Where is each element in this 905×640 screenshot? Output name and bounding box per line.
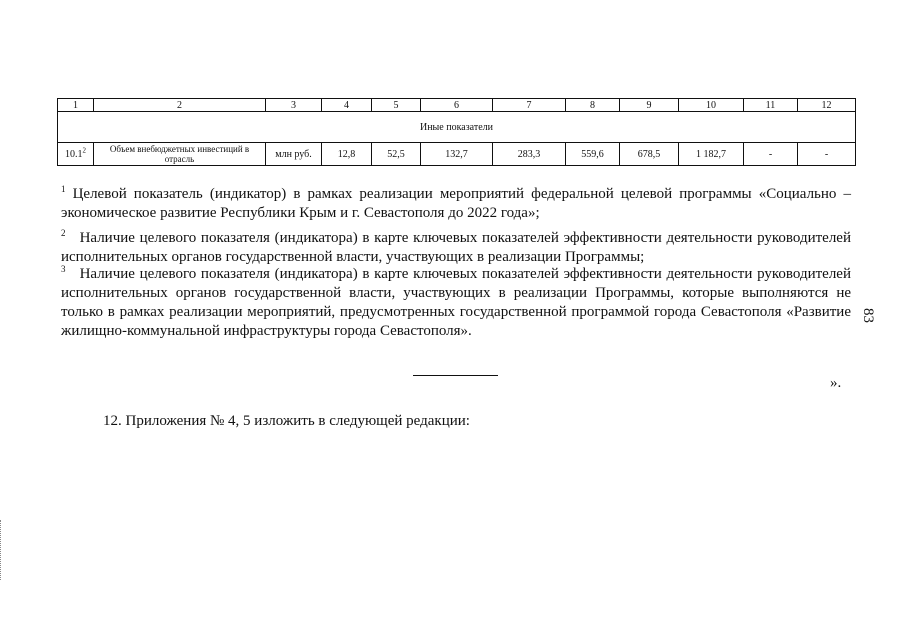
row-value: 132,7 <box>421 143 493 166</box>
column-header: 4 <box>322 99 372 112</box>
column-header: 3 <box>266 99 322 112</box>
row-value: 283,3 <box>493 143 566 166</box>
indicators-table <box>57 98 856 166</box>
row-value: 52,5 <box>372 143 421 166</box>
footnote-text: Наличие целевого показателя (индикатора) в карте ключевых показателей эффективности деятельности руководителей исполнительных органов государственной власти, участвующих в реализации Программы; <box>61 230 851 265</box>
footnote-1 <box>61 185 851 223</box>
row-value: 1 182,7 <box>679 143 744 166</box>
section-title: Иные показатели <box>58 112 856 143</box>
column-header: 11 <box>744 99 798 112</box>
column-header: 8 <box>566 99 620 112</box>
column-header: 9 <box>620 99 679 112</box>
page-number: 83 <box>860 308 876 323</box>
row-unit: млн руб. <box>266 143 322 166</box>
column-header: 6 <box>421 99 493 112</box>
column-header: 7 <box>493 99 566 112</box>
column-header: 1 <box>58 99 94 112</box>
paragraph-12: 12. Приложения № 4, 5 изложить в следующей редакции: <box>103 413 470 429</box>
row-value: 678,5 <box>620 143 679 166</box>
column-header: 5 <box>372 99 421 112</box>
footnote-text: Целевой показатель (индикатор) в рамках реализации мероприятий федеральной целевой программы «Социально – экономическое развитие Республики Крым и г. Севастополя до 2022 года»; <box>61 186 851 221</box>
footnote-3 <box>61 265 851 341</box>
table-row <box>58 143 856 166</box>
table-section-row <box>58 112 856 143</box>
footnote-text: Наличие целевого показателя (индикатора) в карте ключевых показателей эффективности деятельности руководителей исполнительных органов государственной власти, участвующих в реализации Программы, которые выполняются не только в рамках реализации мероприятий, предусмотренных государственной программой города Севастополя «Развитие жилищно-коммунальной инфраструктуры города Севастополя». <box>61 266 851 339</box>
footnote-mark: 1 <box>61 184 66 194</box>
row-value: - <box>744 143 798 166</box>
closing-quote: ». <box>830 375 842 391</box>
row-value: - <box>798 143 856 166</box>
row-number: 10.1$^2$ <box>58 143 94 166</box>
row-value: 559,6 <box>566 143 620 166</box>
divider-line <box>413 375 498 376</box>
scan-edge-mark <box>0 520 3 580</box>
column-header: 12 <box>798 99 856 112</box>
column-header: 2 <box>94 99 266 112</box>
row-value: 12,8 <box>322 143 372 166</box>
footnote-mark: 3 <box>61 264 66 274</box>
row-name: Объем внебюджетных инвестиций в отрасль <box>94 143 266 166</box>
footnote-mark: 2 <box>61 228 66 238</box>
table-header-row <box>58 99 856 112</box>
footnote-2 <box>61 229 851 267</box>
column-header: 10 <box>679 99 744 112</box>
